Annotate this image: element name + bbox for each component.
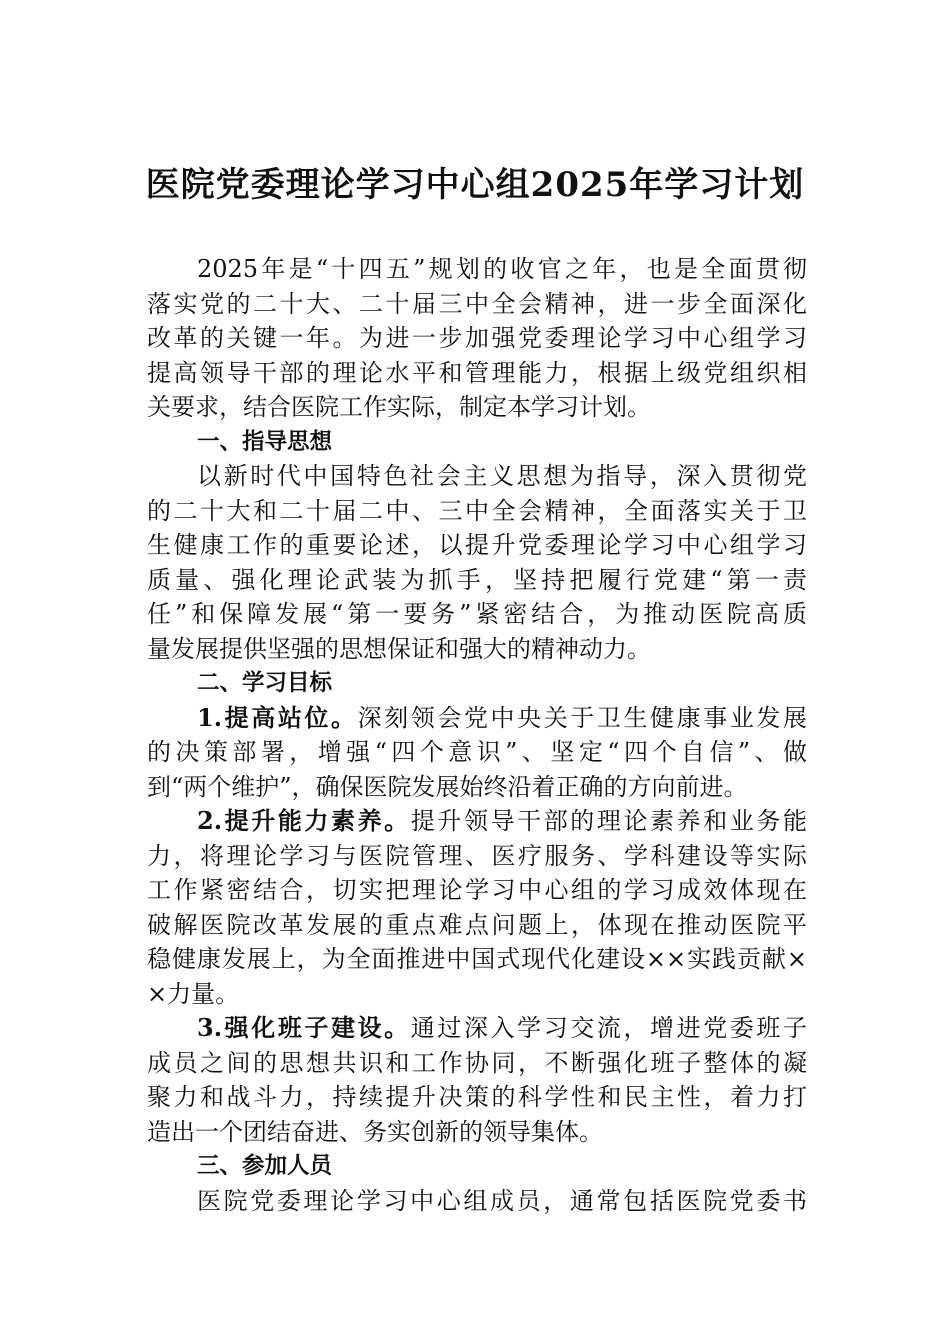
paragraph-line: 稳健康发展上，为全面推进中国式现代化建设××实践贡献× xyxy=(147,945,807,973)
goal-item-first-line xyxy=(147,804,807,839)
paragraph-line: 的决策部署，增强“四个意识”、坚定“四个自信”、做 xyxy=(147,738,807,766)
intro-line: 关要求，结合医院工作实际，制定本学习计划。 xyxy=(147,393,651,421)
goal-text: 通过深入学习交流，增进党委班子 xyxy=(410,1014,807,1042)
goal-lead: 3.强化班子建设。 xyxy=(197,1013,411,1042)
paragraph-line: 以新时代中国特色社会主义思想为指导，深入贯彻党 xyxy=(197,462,807,490)
paragraph-line: 医院党委理论学习中心组成员，通常包括医院党委书 xyxy=(197,1186,807,1215)
paragraph-line: 造出一个团结奋进、务实创新的领导集体。 xyxy=(147,1117,603,1146)
paragraph-line: 工作紧密结合，切实把理论学习中心组的学习成效体现在 xyxy=(147,876,807,904)
paragraph-line: 量发展提供坚强的思想保证和强大的精神动力。 xyxy=(147,634,651,663)
paragraph-line: 的二十大和二十届二中、三中全会精神，全面落实关于卫 xyxy=(147,496,807,525)
goal-lead: 1.提高站位。 xyxy=(197,702,358,732)
intro-line: 提高领导干部的理论水平和管理能力，根据上级党组织相 xyxy=(147,358,807,387)
document-body xyxy=(147,252,807,1218)
paragraph-line: ×力量。 xyxy=(147,979,240,1008)
goal-item-first-line xyxy=(147,701,807,736)
section-heading-participants: 三、参加人员 xyxy=(197,1153,333,1179)
goal-text: 深刻领会党中央关于卫生健康事业发展 xyxy=(357,703,808,732)
paragraph-line: 力，将理论学习与医院管理、医疗服务、学科建设等实际 xyxy=(147,841,807,870)
paragraph-line: 聚力和战斗力，持续提升决策的科学性和民主性，着力打 xyxy=(147,1083,807,1111)
goal-lead: 2.提升能力素养。 xyxy=(197,806,411,835)
paragraph-line: 质量、强化理论武装为抓手，坚持把履行党建“第一责 xyxy=(147,565,807,594)
intro-line: 落实党的二十大、二十届三中全会精神，进一步全面深化 xyxy=(147,289,807,318)
paragraph-line: 到“两个维护”，确保医院发展始终沿着正确的方向前进。 xyxy=(147,772,748,801)
paragraph-line: 成员之间的思想共识和工作协同，不断强化班子整体的凝 xyxy=(147,1048,807,1077)
section-heading-guiding-ideology: 一、指导思想 xyxy=(197,428,333,455)
section-heading-learning-goals: 二、学习目标 xyxy=(197,670,333,696)
goal-item-first-line xyxy=(147,1011,807,1046)
paragraph-line: 任”和保障发展“第一要务”紧密结合，为推动医院高质 xyxy=(147,600,807,628)
document-title: 医院党委理论学习中心组2025年学习计划 xyxy=(145,165,805,205)
intro-line: 改革的关键一年。为进一步加强党委理论学习中心组学习 xyxy=(147,324,807,352)
intro-line: 2025年是“十四五”规划的收官之年，也是全面贯彻 xyxy=(197,255,807,283)
paragraph-line: 生健康工作的重要论述，以提升党委理论学习中心组学习 xyxy=(147,531,807,559)
paragraph-line: 破解医院改革发展的重点难点问题上，体现在推动医院平 xyxy=(147,910,807,939)
goal-text: 提升领导干部的理论素养和业务能 xyxy=(410,807,807,835)
